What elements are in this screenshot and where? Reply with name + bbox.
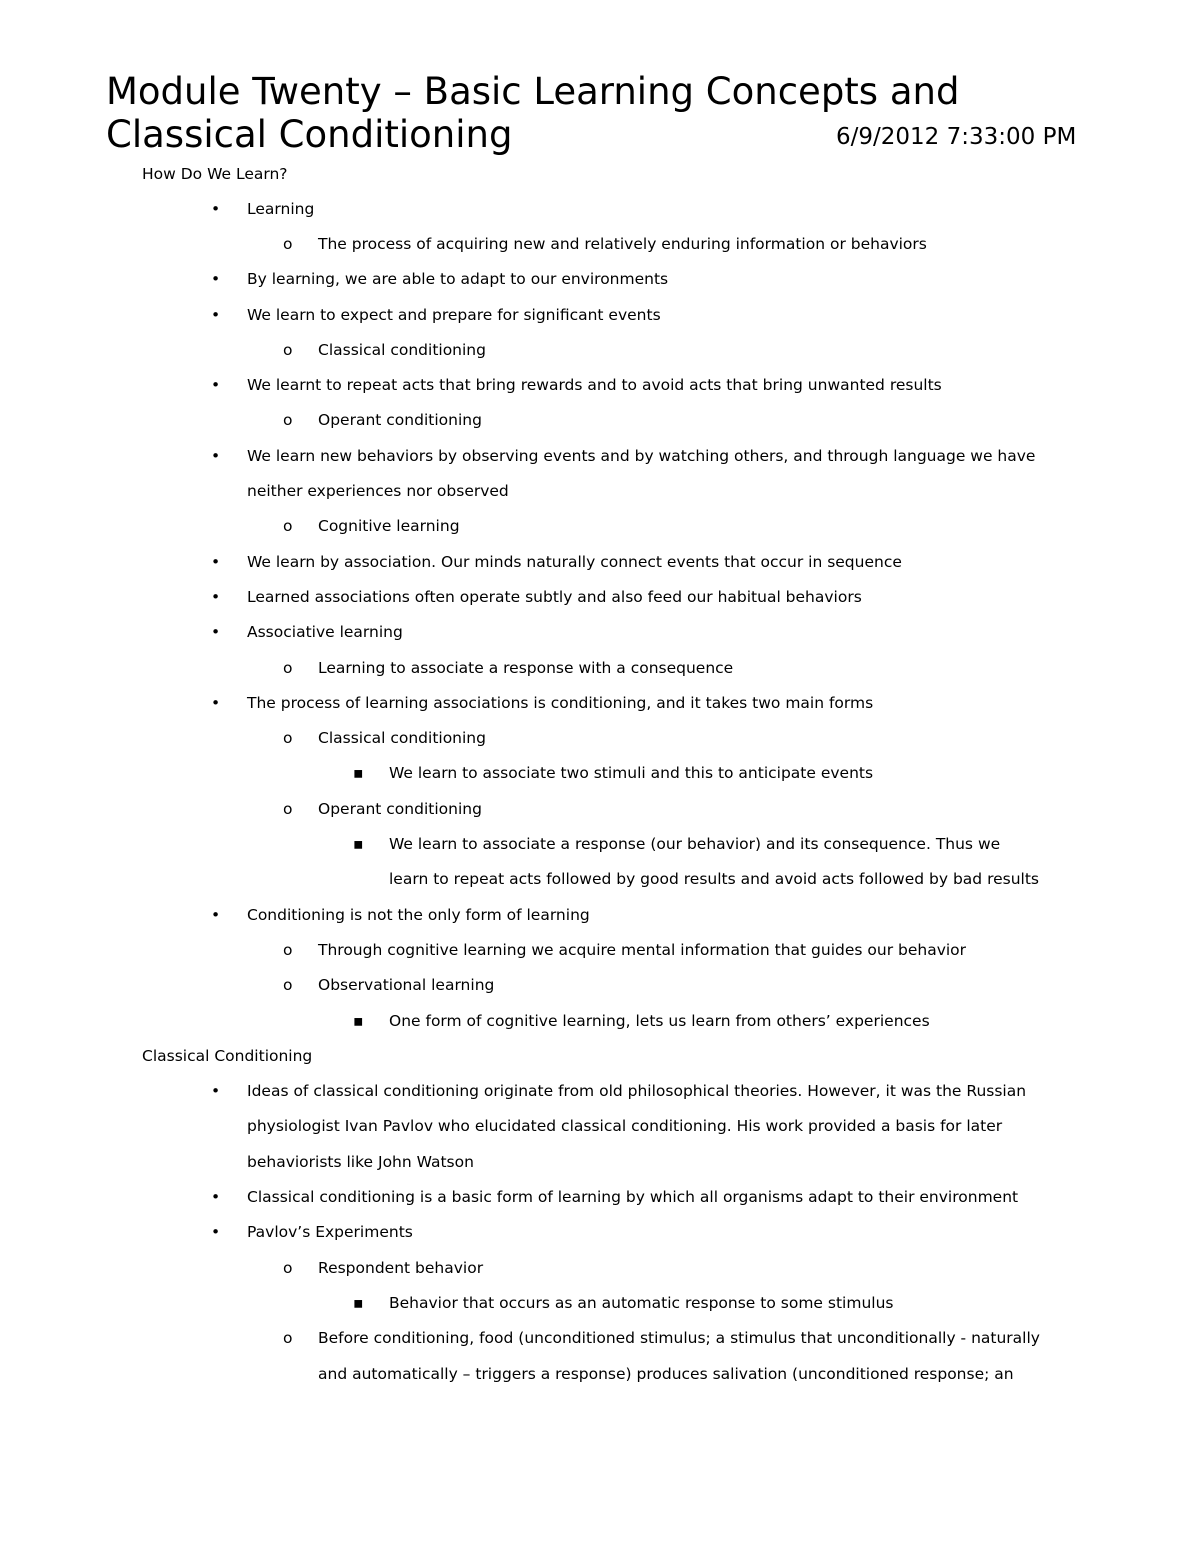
page-title-line-1: Module Twenty – Basic Learning Concepts and	[106, 70, 960, 113]
list-item: Classical conditioning	[318, 729, 486, 747]
document-timestamp: 6/9/2012 7:33:00 PM	[836, 124, 1077, 150]
list-item: Learning	[247, 200, 315, 218]
bullet-marker: •	[211, 623, 221, 641]
list-item-continuation: behaviorists like John Watson	[247, 1153, 474, 1171]
list-item: Conditioning is not the only form of learning	[247, 906, 590, 924]
list-item: Pavlov’s Experiments	[247, 1223, 413, 1241]
bullet-marker: •	[211, 1082, 221, 1100]
bullet-marker: •	[211, 447, 221, 465]
list-item: By learning, we are able to adapt to our environments	[247, 270, 669, 288]
section-heading-how-do-we-learn: How Do We Learn?	[142, 165, 288, 183]
circle-marker: o	[283, 411, 293, 429]
list-item: Ideas of classical conditioning originate from old philosophical theories. However, it was the Russian	[247, 1082, 1027, 1100]
page-title-line-2: Classical Conditioning	[106, 113, 513, 156]
square-marker: ▪	[353, 1012, 364, 1030]
list-item-continuation: physiologist Ivan Pavlov who elucidated classical conditioning. His work provided a basis for later	[247, 1117, 1003, 1135]
list-item: We learn to associate a response (our behavior) and its consequence. Thus we	[389, 835, 1001, 853]
square-marker: ▪	[353, 835, 364, 853]
list-item-continuation: neither experiences nor observed	[247, 482, 509, 500]
list-item: We learn to expect and prepare for significant events	[247, 306, 661, 324]
list-item: Learned associations often operate subtly and also feed our habitual behaviors	[247, 588, 862, 606]
bullet-marker: •	[211, 1223, 221, 1241]
list-item: Operant conditioning	[318, 800, 482, 818]
circle-marker: o	[283, 659, 293, 677]
circle-marker: o	[283, 517, 293, 535]
bullet-marker: •	[211, 906, 221, 924]
list-item: Behavior that occurs as an automatic response to some stimulus	[389, 1294, 894, 1312]
list-item: We learnt to repeat acts that bring rewards and to avoid acts that bring unwanted results	[247, 376, 942, 394]
list-item: The process of acquiring new and relatively enduring information or behaviors	[318, 235, 927, 253]
circle-marker: o	[283, 341, 293, 359]
bullet-marker: •	[211, 376, 221, 394]
bullet-marker: •	[211, 588, 221, 606]
square-marker: ▪	[353, 764, 364, 782]
list-item: Associative learning	[247, 623, 403, 641]
list-item: We learn new behaviors by observing events and by watching others, and through language we have	[247, 447, 1036, 465]
list-item: Operant conditioning	[318, 411, 482, 429]
list-item: Before conditioning, food (unconditioned stimulus; a stimulus that unconditionally - naturally	[318, 1329, 1040, 1347]
list-item: Classical conditioning	[318, 341, 486, 359]
circle-marker: o	[283, 235, 293, 253]
list-item-continuation: and automatically – triggers a response) produces salivation (unconditioned response; an	[318, 1365, 1014, 1383]
bullet-marker: •	[211, 270, 221, 288]
list-item: Through cognitive learning we acquire mental information that guides our behavior	[318, 941, 967, 959]
list-item: Cognitive learning	[318, 517, 460, 535]
list-item-continuation: learn to repeat acts followed by good results and avoid acts followed by bad results	[389, 870, 1040, 888]
bullet-marker: •	[211, 306, 221, 324]
circle-marker: o	[283, 729, 293, 747]
list-item: Observational learning	[318, 976, 495, 994]
circle-marker: o	[283, 976, 293, 994]
bullet-marker: •	[211, 1188, 221, 1206]
circle-marker: o	[283, 800, 293, 818]
section-heading-classical-conditioning: Classical Conditioning	[142, 1047, 313, 1065]
circle-marker: o	[283, 1259, 293, 1277]
bullet-marker: •	[211, 553, 221, 571]
bullet-marker: •	[211, 200, 221, 218]
list-item: One form of cognitive learning, lets us learn from others’ experiences	[389, 1012, 930, 1030]
list-item: We learn by association. Our minds naturally connect events that occur in sequence	[247, 553, 902, 571]
page-title	[106, 70, 959, 156]
list-item: Respondent behavior	[318, 1259, 484, 1277]
circle-marker: o	[283, 941, 293, 959]
square-marker: ▪	[353, 1294, 364, 1312]
list-item: The process of learning associations is conditioning, and it takes two main forms	[247, 694, 874, 712]
list-item: Learning to associate a response with a consequence	[318, 659, 734, 677]
bullet-marker: •	[211, 694, 221, 712]
circle-marker: o	[283, 1329, 293, 1347]
list-item: Classical conditioning is a basic form of learning by which all organisms adapt to their environment	[247, 1188, 1019, 1206]
list-item: We learn to associate two stimuli and this to anticipate events	[389, 764, 874, 782]
